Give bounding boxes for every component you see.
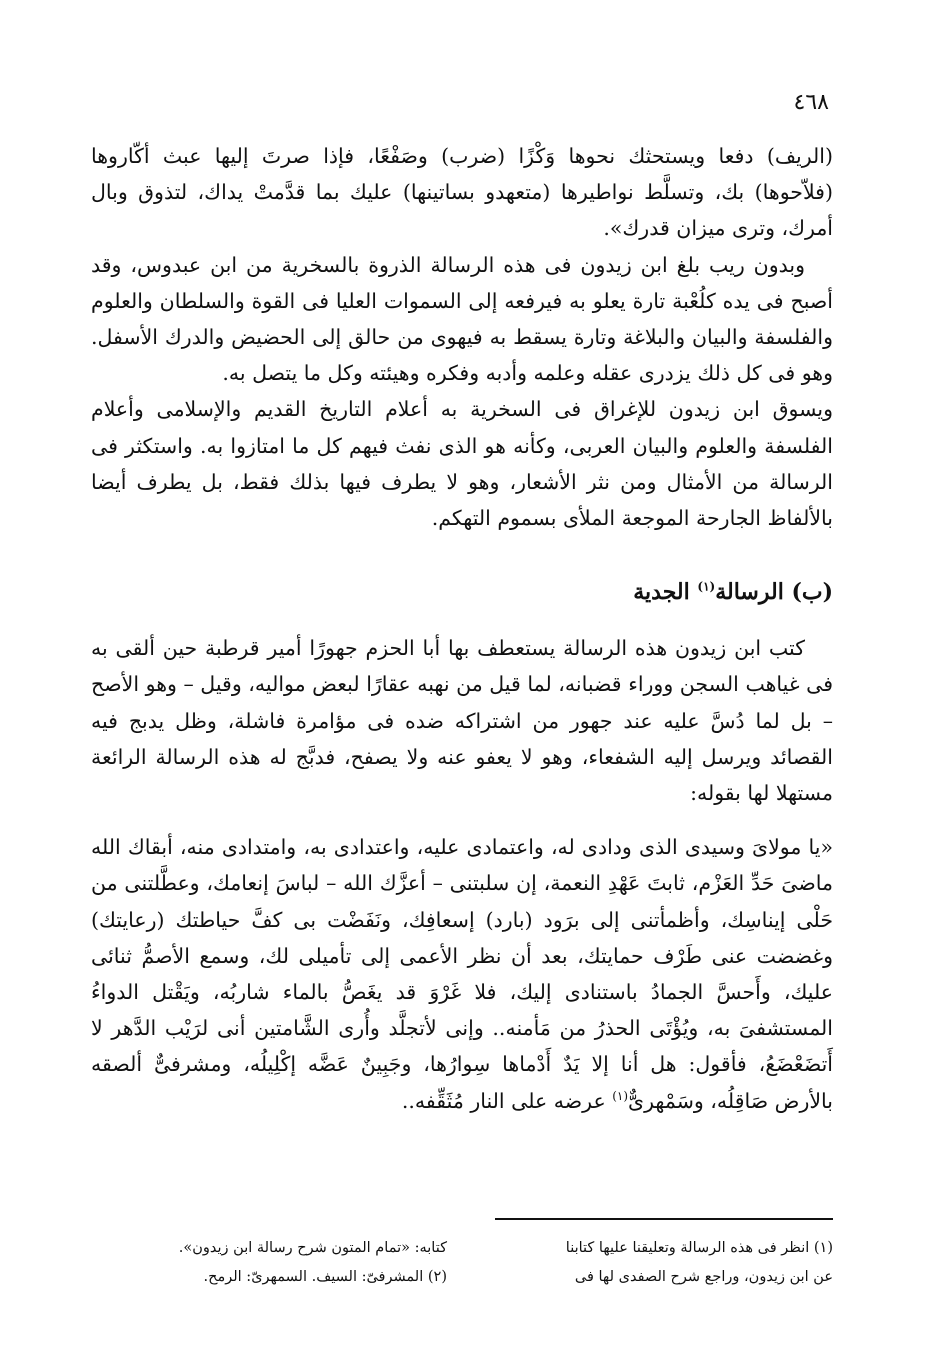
page-body [91, 138, 833, 1119]
footnote-column-left [91, 1234, 447, 1292]
section-heading-text: (ب) الرسالة [715, 579, 833, 606]
footnote-ref-2: (١) [612, 1088, 629, 1103]
section-heading-tail: الجدية [633, 579, 698, 606]
section-heading [91, 576, 833, 608]
quoted-letter-tail: عرضه على النار مُثَقِّفه.. [401, 1088, 613, 1113]
footnote-divider [495, 1218, 833, 1220]
quoted-letter [91, 829, 833, 1119]
page-number: ٤٦٨ [793, 90, 829, 115]
quoted-letter-text: «يا مولاىَ وسيدى الذى ودادى له، واعتمادى عليه، واعتدادى به، وامتدادى منه، أبقاك الله ماضىَ حَدِّ العَزْم، ثابتَ عَهْدِ النعمة، إن سلبتنى – أعزَّك الله – لباسَ إنعامك، وعطَّلتنى من حَلْى إيناسِك، وأظمأتنى إلى برَود (بارد) إسعافِك، ونَفَضْت بى كفَّ حياطتك (رعايتك) وغضضت عنى طَرْف حمايتك، بعد أن نظر الأعمى إلى تأميلى لك، وسمع الأصمُّ ثنائى عليك، وأَحسَّ الجمادُ باستنادى إليك، فلا غَرْوَ قد يغَصُّ بالماء شاربُه، ويَقْتل الدواءُ المستشفىَ به، ويُؤْتَى الحذرُ من مَأمنه.. وإنى لأتجلَّد وأُرى الشَّامتين أنى لرَيْب الدَّهر لا أَتضَعْضَعُ، فأقول: هل أنا إلا يَدٌ أَدْماها سِوارُها، وجَبِينٌ عَضَّه إكْلِيلُه، ومشرفىٌّ ألصقه بالأرض صَاقِلُه، وسَمْهرىٌّ [91, 835, 833, 1113]
paragraph-1: (الريف) دفعا ويستحثك نحوها وَكْزًا (ضرب) وصَفْعًا، فإذا صرتَ إليها عبث أكّاروها (فلاّحوها) بك، وتسلَّط نواطيرها (متعهدو بساتينها) عليك بما قدَّمتْ يداك، لتذوق وبال أمرك، وترى ميزان قدرك». [91, 144, 833, 241]
footnote-line: عن ابن زيدون، وراجع شرح الصفدى لها فى [574, 1269, 833, 1285]
footnote-column-right [477, 1234, 833, 1292]
footnote-ref-1: (١) [697, 579, 716, 594]
paragraph-4: كتب ابن زيدون هذه الرسالة يستعطف بها أبا الحزم جهورًا أمير قرطبة حين ألقى به فى غياهب السجن ووراء قضبانه، لما قيل من نهبه عقارًا لبعض مواليه، وقيل – وهو الأصح – بل لما دُسَّ عليه عند جهور من اشتراكه ضده فى مؤامرة فاشلة، وظل يدبج فيه القصائد ويرسل إليه الشفعاء، وهو لا يعفو عنه ولا يصفح، فدبَّج له هذه الرسالة الرائعة مستهلا لها بقوله: [91, 636, 833, 806]
footnote-line: كتابه: «تمام المتون شرح رسالة ابن زيدون». [178, 1240, 447, 1256]
footnote-line: (٢) المشرفىّ: السيف. السمهرىّ: الرمح. [203, 1269, 447, 1285]
paragraph-2: وبدون ريب بلغ ابن زيدون فى هذه الرسالة الذروة بالسخرية من ابن عبدوس، وقد أصبح فى يده كلُعْبة تارة يعلو به فيرفعه إلى السموات العليا فى القوة والسلطان والعلوم والفلسفة والبيان والبلاغة وتارة يسقط به فيهوى من حالق إلى الحضيض والدرك الأسفل. وهو فى كل ذلك يزدرى عقله وعلمه وأدبه وفكره وهيئته وكل ما يتصل به. [91, 252, 833, 386]
paragraph-3: ويسوق ابن زيدون للإغراق فى السخرية به أعلام التاريخ القديم والإسلامى وأعلام الفلسفة والعلوم والبيان العربى، وكأنه هو الذى نفث فيهم كل ما امتازوا به. واستكثر فى الرسالة من الأمثال ومن نثر الأشعار، وهو لا يطرف فيها بذلك فقط، بل يطرف أيضا بالألفاظ الجارحة الموجعة الملأى بسموم التهكم. [91, 397, 833, 531]
footnote-line: (١) انظر فى هذه الرسالة وتعليقنا عليها كتابنا [565, 1240, 833, 1256]
